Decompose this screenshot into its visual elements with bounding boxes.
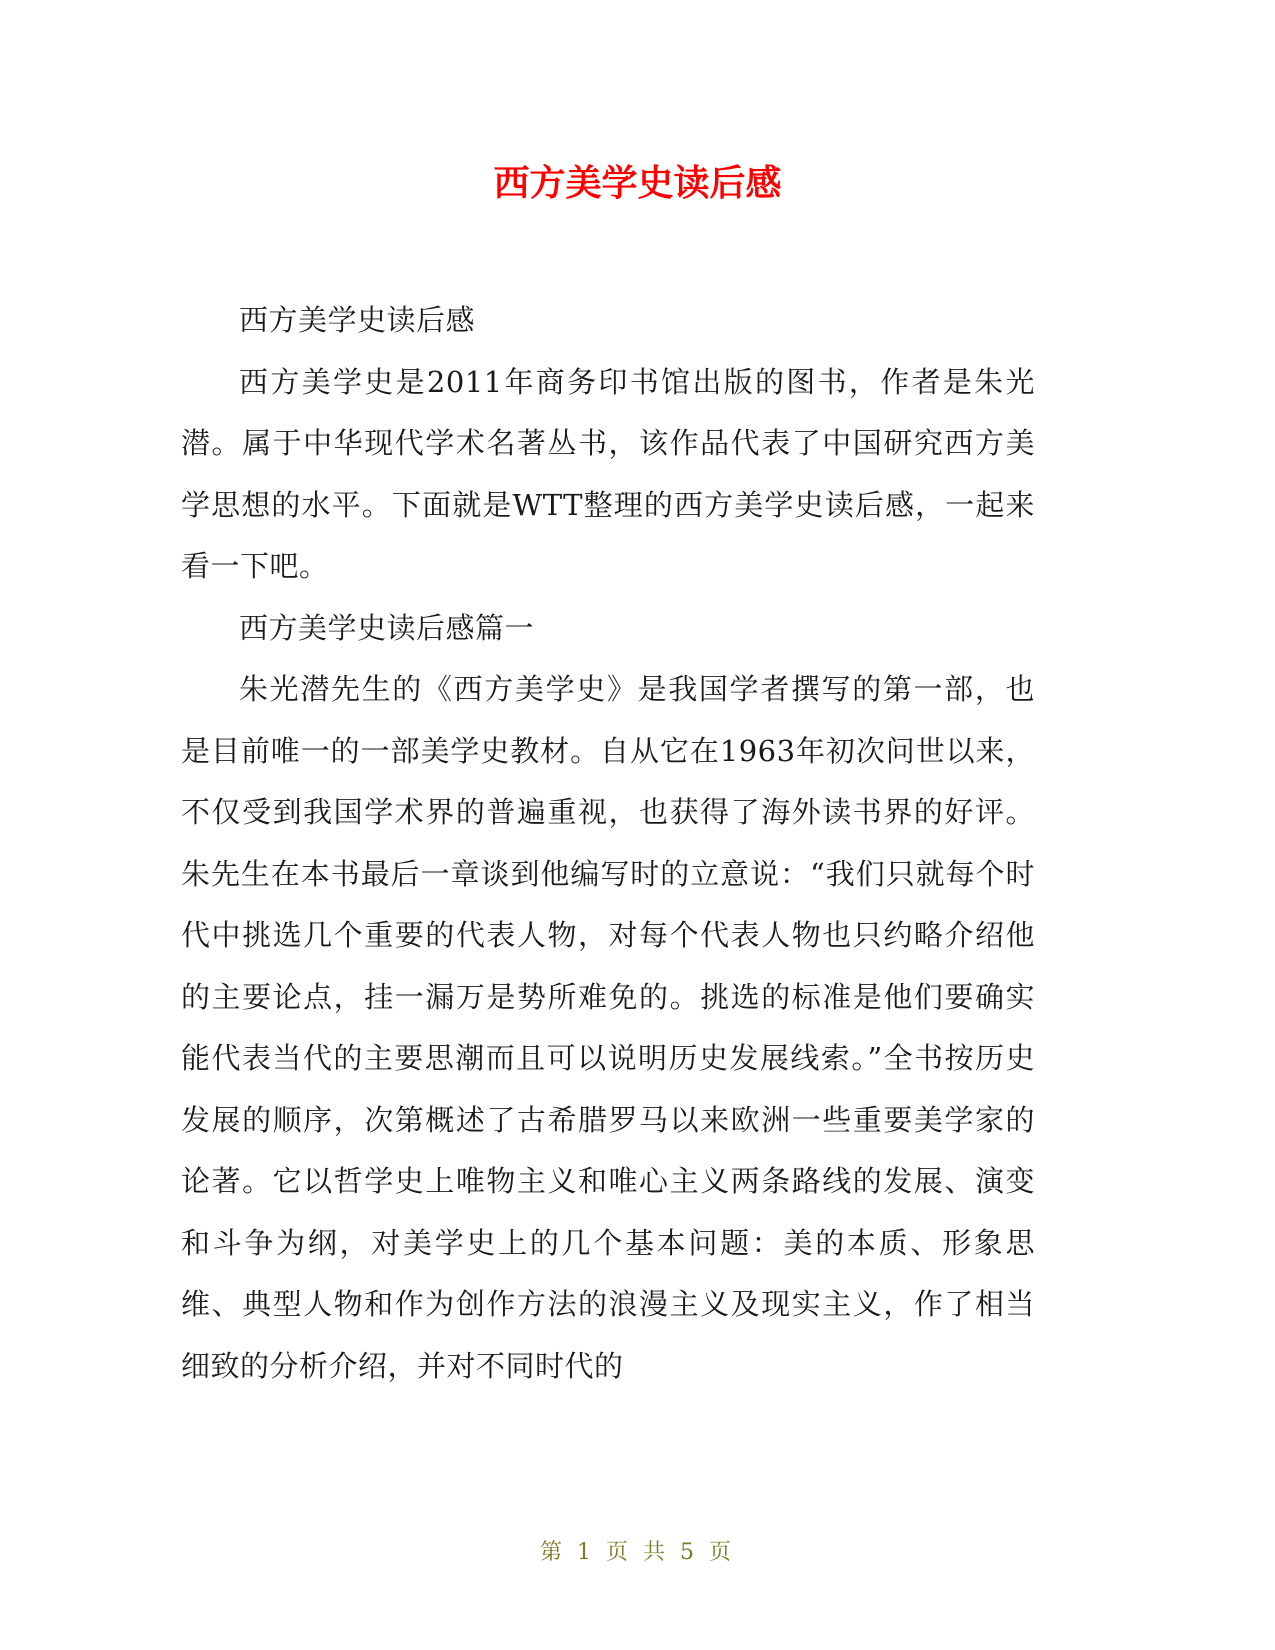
paragraph-intro: 西方美学史是2011年商务印书馆出版的图书，作者是朱光潜。属于中华现代学术名著丛书，该作品代表了中国研究西方美学思想的水平。下面就是WTT整理的西方美学史读后感，一起来看一下吧。 [181,364,1035,583]
paragraph-heading: 西方美学史读后感 [239,303,476,337]
document-body [181,290,1035,1397]
document-title: 西方美学史读后感 [493,163,782,204]
paragraph-section-title: 西方美学史读后感篇一 [239,610,535,645]
page-number-footer: 第 1 页 共 5 页 [540,1540,735,1565]
paragraph-body: 朱光潜先生的《西方美学史》是我国学者撰写的第一部，也是目前唯一的一部美学史教材。自从它在1963年初次问世以来，不仅受到我国学术界的普遍重视，也获得了海外读书界的好评。朱先生在本书最后一章谈到他编写时的立意说：“我们只就每个时代中挑选几个重要的代表人物，对每个代表人物也只约略介绍他的主要论点，挂一漏万是势所难免的。挑选的标准是他们要确实能代表当代的主要思潮而且可以说明历史发展线索。”全书按历史发展的顺序，次第概述了古希腊罗马以来欧洲一些重要美学家的论著。它以哲学史上唯物主义和唯心主义两条路线的发展、演变和斗争为纲，对美学史上的几个基本问题：美的本质、形象思维、典型人物和作为创作方法的浪漫主义及现实主义，作了相当细致的分析介绍，并对不同时代的 [181,672,1035,1383]
